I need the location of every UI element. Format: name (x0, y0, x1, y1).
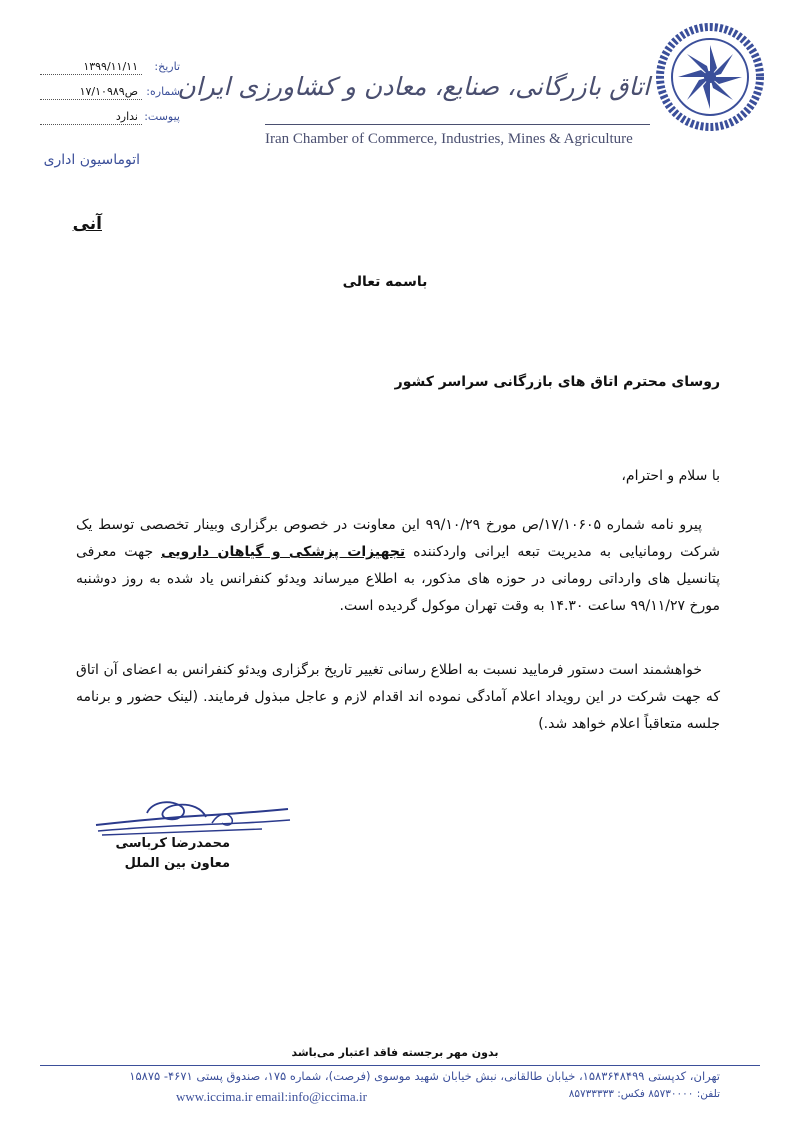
body-p1-part-b: جهت معرفی پتانسیل های وارداتی رومانی در حوزه های مذکور، به اطلاع میرساند ویدئو کنفرانس یاد شده به روز دوشنبه مورخ ۹۹/۱۱/۲۷ ساعت ۱۴.۳۰ به وقت تهران موکول گردیده است. (76, 544, 720, 614)
footer-web-email: www.iccima.ir email:info@iccima.ir (176, 1089, 367, 1104)
footer-phone-fax: تلفن: ۸۵۷۳۰۰۰۰ فکس: ۸۵۷۳۳۳۳۳ (568, 1088, 720, 1100)
greeting: با سلام و احترام، (621, 468, 720, 484)
org-name-fa: اتاق بازرگانی، صنایع، معادن و کشاورزی ایران (177, 72, 650, 101)
attachment-label: پیوست: (144, 110, 180, 123)
body-p1-part-a: پیرو نامه شماره ۱۷/۱۰۶۰۵/ص مورخ ۹۹/۱۰/۲۹ این معاونت در خصوص برگزاری وبینار تخصصی توسط یک شرکت رومانیایی به مدیریت تبعه ایرانی واردکننده (76, 517, 720, 560)
department-label: اتوماسیون اداری (43, 152, 140, 168)
footer-address: تهران، کدپستی ۱۵۸۳۶۴۸۴۹۹، خیابان طالقانی، نبش خیابان شهید موسوی (فرصت)، شماره ۱۷۵، صندوق پستی ۴۶۷۱- ۱۵۸۷۵ (129, 1069, 720, 1083)
urgency-label: آنی (72, 214, 102, 234)
stamp-validity-note: بدون مهر برجسته فاقد اعتبار می‌باشد (291, 1046, 499, 1059)
number-row (40, 85, 180, 103)
signatory-name: محمدرضا کرباسی (115, 836, 230, 851)
signatory-title: معاون بین الملل (124, 856, 230, 871)
basmala-heading: باسمه تعالی (342, 274, 428, 290)
body-p2-text: خواهشمند است دستور فرمایید نسبت به اطلاع رسانی تغییر تاریخ برگزاری ویدئو کنفرانس به اعضای آن اتاق که جهت شرکت در این رویداد اعلام آمادگی نموده اند اقدام لازم و عاجل مبذول فرمایند. (لینک حضور و برنامه جلسه متعاقباً اعلام خواهد شد.) (76, 662, 720, 732)
addressee-heading: روسای محترم اتاق های بازرگانی سراسر کشور (394, 374, 720, 390)
date-value: ۱۳۹۹/۱۱/۱۱ (40, 60, 142, 75)
number-value: ۱۷/۱۰۹۸۹ص (40, 85, 142, 100)
attachment-value: ندارد (40, 110, 142, 125)
date-label: تاریخ: (154, 60, 180, 73)
body-p1-highlight: تجهیزات پزشکی و گیاهان دارویی (161, 544, 406, 560)
iccima-logo-icon (655, 18, 765, 136)
body-paragraph-1 (76, 512, 720, 620)
attachment-row (40, 110, 180, 128)
footer-divider (40, 1065, 760, 1066)
body-paragraph-2 (76, 657, 720, 738)
date-row (40, 60, 180, 78)
header-divider (265, 124, 650, 125)
org-name-en: Iran Chamber of Commerce, Industries, Mines & Agriculture (265, 131, 633, 147)
number-label: شماره: (146, 85, 180, 98)
